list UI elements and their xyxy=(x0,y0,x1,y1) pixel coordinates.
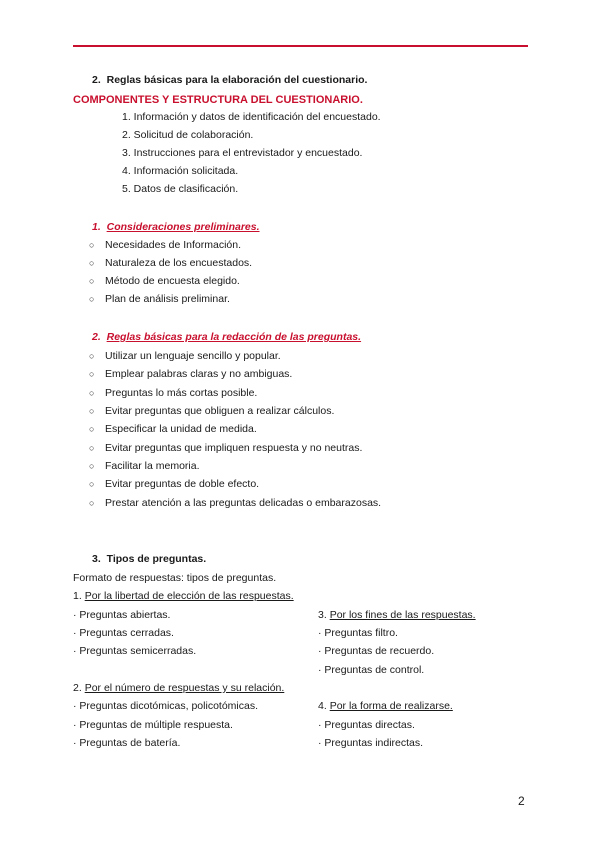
section3-number: 3. xyxy=(92,553,101,565)
list-item: · Preguntas indirectas. xyxy=(318,737,424,749)
preliminary-title: Consideraciones preliminares. xyxy=(106,221,260,233)
section3-title: Tipos de preguntas. xyxy=(106,553,207,565)
component-item: 1. Información y datos de identificación del encuestado. xyxy=(122,111,381,123)
section2-title: Reglas básicas para la elaboración del cuestionario. xyxy=(106,74,368,86)
rules-title: Reglas básicas para la redacción de las preguntas. xyxy=(106,331,362,343)
page-number: 2 xyxy=(518,794,525,808)
bullet-item: ○ Prestar atención a las preguntas delicadas o embarazosas. xyxy=(89,497,382,509)
component-item: 2. Solicitud de colaboración. xyxy=(122,129,254,141)
components-subtitle: COMPONENTES Y ESTRUCTURA DEL CUESTIONARIO. xyxy=(73,94,363,106)
bullet-item: ○ Preguntas lo más cortas posible. xyxy=(89,387,258,399)
circle-bullet-icon: ○ xyxy=(89,276,95,286)
circle-bullet-icon: ○ xyxy=(89,443,95,453)
circle-bullet-icon: ○ xyxy=(89,240,95,250)
bullet-item: ○ Evitar preguntas que impliquen respuesta y no neutras. xyxy=(89,442,363,454)
bullet-item: ○ Evitar preguntas que obliguen a realizar cálculos. xyxy=(89,405,335,417)
circle-bullet-icon: ○ xyxy=(89,498,95,508)
circle-bullet-icon: ○ xyxy=(89,424,95,434)
bullet-item: ○ Utilizar un lenguaje sencillo y popular. xyxy=(89,350,281,362)
circle-bullet-icon: ○ xyxy=(89,294,95,304)
circle-bullet-icon: ○ xyxy=(89,388,95,398)
bullet-item: ○ Necesidades de Información. xyxy=(89,239,241,251)
header-rule xyxy=(73,45,528,47)
bullet-item: ○ Especificar la unidad de medida. xyxy=(89,423,257,435)
list-item: · Preguntas de recuerdo. xyxy=(318,645,435,657)
list-item: · Preguntas directas. xyxy=(318,719,415,731)
group-heading: 4. Por la forma de realizarse. xyxy=(318,700,453,712)
circle-bullet-icon: ○ xyxy=(89,461,95,471)
circle-bullet-icon: ○ xyxy=(89,406,95,416)
rules-number: 2. xyxy=(92,331,101,343)
bullet-item: ○ Emplear palabras claras y no ambiguas. xyxy=(89,368,293,380)
group-heading: 3. Por los fines de las respuestas. xyxy=(318,609,476,621)
rules-heading xyxy=(92,331,361,343)
circle-bullet-icon: ○ xyxy=(89,479,95,489)
list-item: · Preguntas abiertas. xyxy=(73,609,171,621)
list-item: · Preguntas semicerradas. xyxy=(73,645,197,657)
bullet-item: ○ Evitar preguntas de doble efecto. xyxy=(89,478,260,490)
section2-heading xyxy=(92,74,367,86)
component-item: 3. Instrucciones para el entrevistador y encuestado. xyxy=(122,147,363,159)
list-item: · Preguntas de control. xyxy=(318,664,425,676)
group-heading: 1. Por la libertad de elección de las respuestas. xyxy=(73,590,294,602)
list-item: · Preguntas de múltiple respuesta. xyxy=(73,719,233,731)
group-heading: 2. Por el número de respuestas y su relación. xyxy=(73,682,285,694)
bullet-item: ○ Facilitar la memoria. xyxy=(89,460,200,472)
list-item: · Preguntas dicotómicas, policotómicas. xyxy=(73,700,258,712)
list-item: · Preguntas filtro. xyxy=(318,627,398,639)
section3-intro: Formato de respuestas: tipos de preguntas. xyxy=(73,572,277,584)
section3-heading xyxy=(92,553,206,565)
preliminary-number: 1. xyxy=(92,221,101,233)
list-item: · Preguntas de batería. xyxy=(73,737,181,749)
circle-bullet-icon: ○ xyxy=(89,369,95,379)
bullet-item: ○ Plan de análisis preliminar. xyxy=(89,293,230,305)
preliminary-heading xyxy=(92,221,260,233)
list-item: · Preguntas cerradas. xyxy=(73,627,174,639)
circle-bullet-icon: ○ xyxy=(89,258,95,268)
bullet-item: ○ Método de encuesta elegido. xyxy=(89,275,240,287)
component-item: 4. Información solicitada. xyxy=(122,165,239,177)
bullet-item: ○ Naturaleza de los encuestados. xyxy=(89,257,253,269)
section2-number: 2. xyxy=(92,74,101,86)
circle-bullet-icon: ○ xyxy=(89,351,95,361)
component-item: 5. Datos de clasificación. xyxy=(122,183,239,195)
